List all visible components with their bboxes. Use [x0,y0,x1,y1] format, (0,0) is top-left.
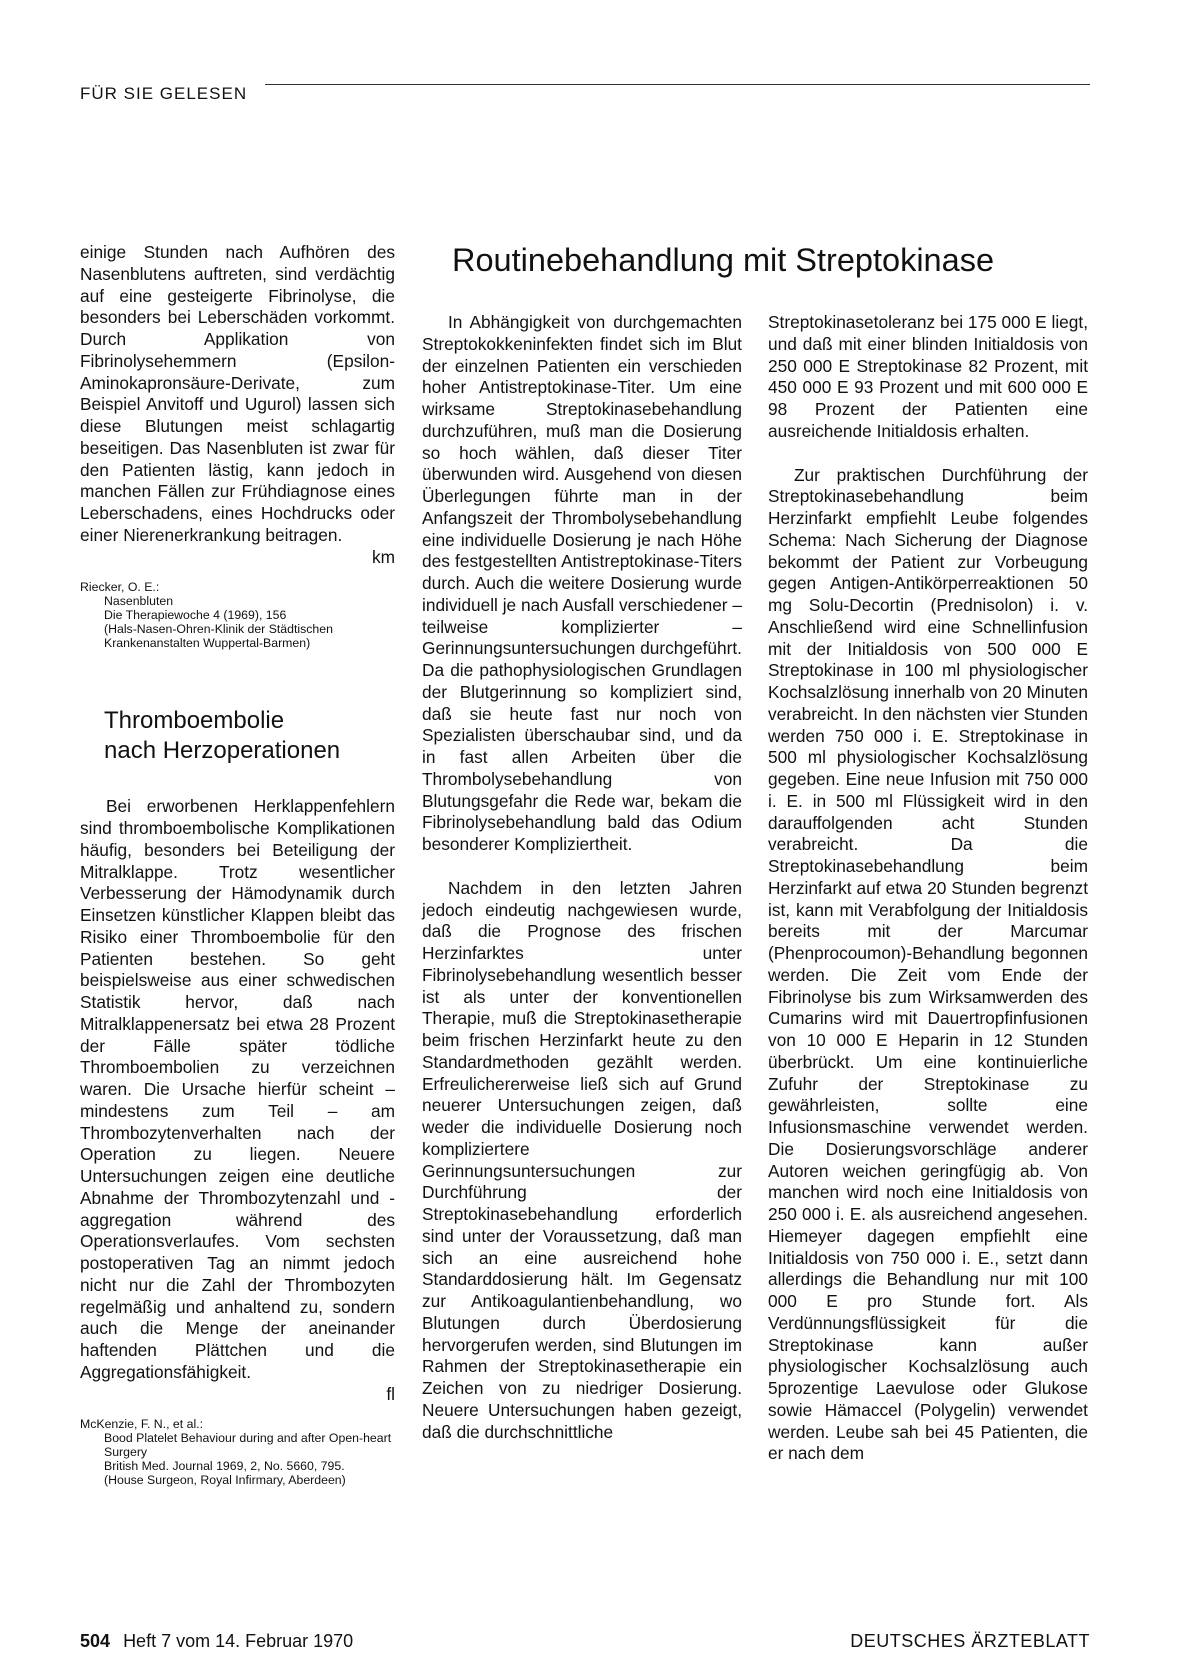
main-article-paragraph-1: In Abhängigkeit von durchgemachten Streptokokkeninfekten findet sich im Blut der einzelnen Patienten ein verschieden hoher Antistreptokinase-Titer. Um eine wirksame Streptokinasebehandlung durchzuführen, muß man die Dosierung so hoch wählen, daß dieser Titer überwunden wird. Ausgehend von diesen Überlegungen führte man in der Anfangszeit der Thrombolysebehandlung eine individuelle Dosierung je nach Höhe des festgestellten Antistreptokinase-Titers durch. Auch die weitere Dosierung wurde individuell je nach Ausfall verschiedener – teilweise komplizierter – Gerinnungsuntersuchungen durchgeführt. Da die pathophysiologischen Grundlagen der Blutgerinnung so kompliziert sind, daß sie heute fast nur noch von Spezialisten überschaubar sind, und da in fast allen Arbeiten über die Thrombolysebehandlung von Blutungsgefahr die Rede war, bekam die Fibrinolysebehandlung bald das Odium besonderer Kompliziertheit. [422,312,742,854]
ref1-journal: Die Therapiewoche 4 (1969), 156 [104,608,287,623]
ref2-title: Bood Platelet Behaviour during and after Open-heart Surgery [104,1431,392,1460]
ref1-affiliation: (Hals-Nasen-Ohren-Klinik der Städtischen Krankenanstalten Wuppertal-Barmen) [104,622,333,651]
article1-signature: km [371,546,395,567]
left-column [80,242,395,1487]
ref2-author: McKenzie, F. N., et al.: [80,1417,204,1432]
article2-signature: fl [386,1383,395,1404]
page-number: 504 [80,1631,111,1651]
running-header [80,84,1090,106]
main-article-paragraph-4: Zur praktischen Durchführung der Streptokinasebehandlung beim Herzinfarkt empfiehlt Leube folgendes Schema: Nach Sicherung der Diagnose bekommt der Patient zur Vorbeugung gegen Antigen-Antikörperreaktionen 50 mg Solu-Decortin (Prednisolon) i. v. Anschließend wird eine Schnellinfusion mit der Initialdosis von 500 000 E Streptokinase in 100 ml physiologischer Kochsalzlösung innerhalb von 20 Minuten verabreicht. In den nächsten vier Stunden werden 750 000 i. E. Streptokinase in 500 ml physiologischer Kochsalzlösung gegeben. Eine neue Infusion mit 750 000 i. E. in 500 ml Flüssigkeit wird in den darauffolgenden acht Stunden verabreicht. Da die Streptokinasebehandlung beim Herzinfarkt auf etwa 20 Stunden begrenzt ist, kann mit Verabfolgung der Initialdosis bereits mit der Marcumar (Phenprocoumon)-Behandlung begonnen werden. Die Zeit vom Ende der Fibrinolyse bis zum Wirksamwerden des Cumarins wird mit Dauertropfinfusionen von 10 000 E Heparin in 12 Stunden überbrückt. Um eine kontinuierliche Zufuhr der Streptokinase zu gewährleisten, sollte eine Infusionsmaschine verwendet werden. Die Dosierungsvorschläge anderer Autoren weichen geringfügig ab. Von manchen wird noch eine Initialdosis von 250 000 i. E. als ausreichend angesehen. Hiemeyer dagegen empfiehlt eine Initialdosis von 750 000 i. E., setzt dann allerdings die Behandlung nur mit 100 000 E pro Stunde fort. Als Verdünnungsflüssigkeit für die Streptokinase kann außer physiologischer Kochsalzlösung auch 5prozentige Laevulose oder Glukose sowie Hämaccel (Polygelin) verwendet werden. Leube sah bei 45 Patienten, die er nach dem [768,464,1088,1464]
section-header-label: FÜR SIE GELESEN [80,84,248,103]
ref1-title: Nasenbluten [104,594,174,609]
article2-title [104,706,395,766]
main-article-title: Routinebehandlung mit Streptokinase [452,242,995,278]
article2-title-line1: Thromboembolie [104,707,285,735]
main-article-paragraph-2: Nachdem in den letzten Jahren jedoch eindeutig nachgewiesen wurde, daß die Prognose des frischen Herzinfarktes unter Fibrinolysebehandlung wesentlich besser ist als unter der konventionellen Therapie, muß die Streptokinasetherapie beim frischen Herzinfarkt heute zu den Standardmethoden gezählt werden. Erfreulichererweise ließ sich auf Grund neuerer Untersuchungen zeigen, daß weder die individuelle Dosierung noch kompliziertere Gerinnungsuntersuchungen zur Durchführung der Streptokinasebehandlung erforderlich sind unter der Voraussetzung, daß man sich an eine ausreichend hohe Standarddosierung hält. Im Gegensatz zur Antikoagulantienbehandlung, wo Blutungen durch Überdosierung hervorgerufen werden, sind Blutungen im Rahmen der Streptokinasetherapie ein Zeichen von zu niedriger Dosierung. Neuere Untersuchungen haben gezeigt, daß die durchschnittliche [422,877,742,1442]
ref1-author: Riecker, O. E.: [80,580,160,595]
article2-title-line2: nach Herzoperationen [104,737,341,765]
article2-body: Bei erworbenen Herklappenfehlern sind thromboembolische Komplikationen häufig, besonders bei Beteiligung der Mitralklappe. Trotz wesentlicher Verbesserung der Hämodynamik durch Einsetzen künstlicher Klappen bleibt das Risiko einer Thromboembolie für den Patienten bestehen. So geht beispielsweise aus einer schwedischen Statistik hervor, daß nach Mitralklappenersatz bei etwa 28 Prozent der Fälle später tödliche Thromboembolien zu verzeichnen waren. Die Ursache hierfür scheint – mindestens zum Teil – am Thrombozytenverhalten nach der Operation zu liegen. Neuere Untersuchungen zeigen eine deutliche Abnahme der Thrombozytenzahl und -aggregation während des Operationsverlaufes. Vom sechsten postoperativen Tag an nimmt jedoch nicht nur die Zahl der Thrombozyten regelmäßig und anhaltend zu, sondern auch die Menge der aneinander haftenden Plättchen und die Aggregationsfähigkeit. [80,796,395,1382]
middle-column [422,312,742,1443]
article1-reference [80,580,395,650]
main-article-paragraph-3: Streptokinasetoleranz bei 175 000 E liegt, und daß mit einer blinden Initialdosis von 250 000 E Streptokinase 82 Prozent, mit 450 000 E 93 Prozent und mit 600 000 E 98 Prozent der Patienten eine ausreichende Initialdosis erhalten. [768,312,1088,441]
article1-signature-row [80,547,395,569]
article2-signature-row [80,1384,395,1406]
article2-reference [80,1417,395,1487]
issue-date: Heft 7 vom 14. Februar 1970 [123,1631,354,1651]
ref2-affiliation: (House Surgeon, Royal Infirmary, Aberdeen) [104,1473,346,1488]
right-column [768,312,1088,1465]
publication-name: DEUTSCHES ÄRZTEBLATT [850,1631,1090,1651]
header-rule [265,84,1090,85]
footer-issue-info [80,1631,353,1652]
article1-body: einige Stunden nach Aufhören des Nasenblutens auftreten, sind verdächtig auf eine gesteigerte Fibrinolyse, die besonders bei Leberschäden vorkommt. Durch Applikation von Fibrinolysehemmern (Epsilon-Aminokapronsäure-Derivate, zum Beispiel Anvitoff und Ugurol) lassen sich diese Blutungen meist schlagartig beseitigen. Das Nasenbluten ist zwar für den Patienten lästig, kann jedoch in manchen Fällen zur Frühdiagnose eines Leberschadens, eines Hochdrucks oder einer Nierenerkrankung beitragen. [80,242,395,545]
ref2-journal: British Med. Journal 1969, 2, No. 5660, 795. [104,1459,345,1474]
